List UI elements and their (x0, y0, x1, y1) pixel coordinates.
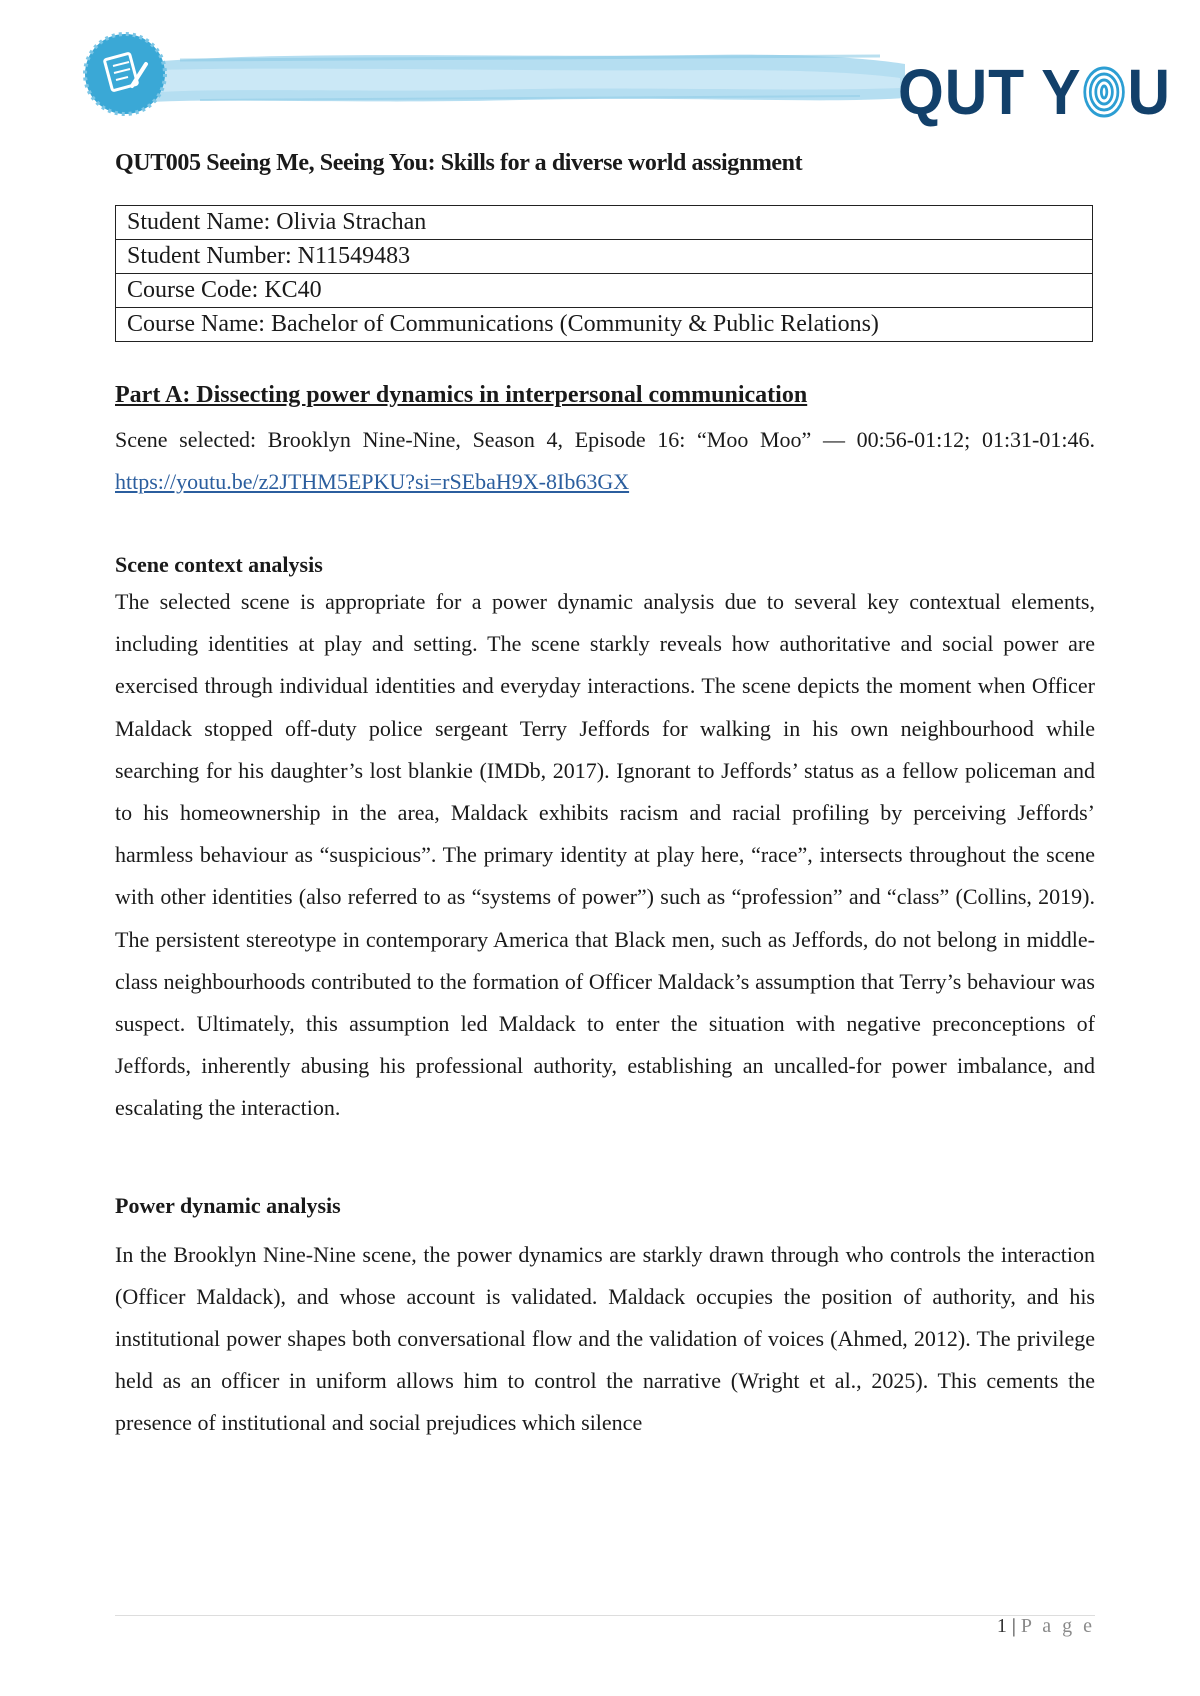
course-name-cell: Course Name: Bachelor of Communications (Community & Public Relations) (116, 308, 1093, 342)
power-dynamic-paragraph: In the Brooklyn Nine-Nine scene, the power dynamics are starkly drawn through who controls the interaction (Officer Maldack), and whose account is validated. Maldack occupies the position of authority, and his institutional power shapes both conversational flow and the validation of voices (Ahmed, 2012). The privilege held as an officer in uniform allows him to control the narrative (Wright et al., 2025). This cements the presence of institutional and social prejudices which silence (115, 1241, 1095, 1436)
page-number: 1 (996, 1615, 1007, 1637)
scene-selected (115, 419, 1095, 503)
course-code-cell: Course Code: KC40 (116, 274, 1093, 308)
student-name-cell: Student Name: Olivia Strachan (116, 206, 1093, 240)
document-body (115, 150, 1095, 1445)
part-a-heading: Part A: Dissecting power dynamics in interpersonal communication (115, 382, 808, 408)
student-info-table (115, 205, 1093, 342)
table-row (116, 240, 1093, 274)
qut-you-logo: QUT Y U (898, 56, 1171, 128)
page-separator: | (1011, 1615, 1016, 1637)
table-row (116, 206, 1093, 240)
header-banner (0, 0, 1200, 135)
note-pencil-icon (85, 34, 165, 114)
document-title: QUT005 Seeing Me, Seeing You: Skills for a diverse world assignment (115, 150, 803, 176)
scene-context-heading: Scene context analysis (115, 552, 323, 577)
footer-divider (115, 1615, 1095, 1616)
fingerprint-icon (1081, 60, 1127, 120)
page-footer (997, 1615, 1095, 1638)
page-label: P a g e (1020, 1615, 1095, 1637)
scene-text: Scene selected: Brooklyn Nine-Nine, Season 4, Episode 16: “Moo Moo” — 00:56-01:12; 01:31-01:46. (115, 427, 1095, 452)
table-row (116, 308, 1093, 342)
power-dynamic-heading: Power dynamic analysis (115, 1192, 341, 1218)
student-number-cell: Student Number: N11549483 (116, 240, 1093, 274)
youtube-link[interactable]: https://youtu.be/z2JTHM5EPKU?si=rSEbaH9X-8Ib63GX (115, 469, 630, 494)
table-row (116, 274, 1093, 308)
scene-context-paragraph: The selected scene is appropriate for a power dynamic analysis due to several key contextual elements, including identities at play and setting. The scene starkly reveals how authoritative and social power are exercised through individual identities and everyday interactions. The scene depicts the moment when Officer Maldack stopped off-duty police sergeant Terry Jeffords for walking in his own neighbourhood while searching for his daughter’s lost blankie (IMDb, 2017). Ignorant to Jeffords’ status as a fellow policeman and to his homeownership in the area, Maldack exhibits racism and racial profiling by perceiving Jeffords’ harmless behaviour as “suspicious”. The primary identity at play here, “race”, intersects throughout the scene with other identities (also referred to as “systems of power”) such as “profession” and “class” (Collins, 2019). The persistent stereotype in contemporary America that Black men, such as Jeffords, do not belong in middle-class neighbourhoods contributed to the formation of Officer Maldack’s assumption that Terry’s behaviour was suspect. Ultimately, this assumption led Maldack to enter the situation with negative preconceptions of Jeffords, inherently abusing his professional authority, establishing an uncalled-for power imbalance, and escalating the interaction. (115, 589, 1095, 1121)
